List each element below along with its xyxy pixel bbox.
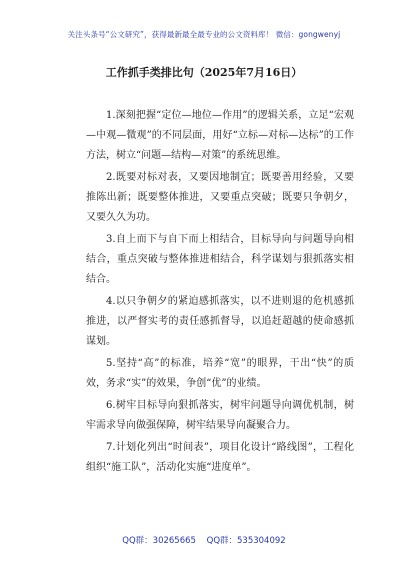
paragraph-5: 5.坚持“高”的标准，培养“宽”的眼界，干出“快”的质效，务求“实”的效果，争创“优”的业绩。: [86, 358, 354, 389]
footer-qq-group-2: QQ群：535304092: [206, 536, 286, 546]
footer-qq-group-1: QQ群：30265665: [122, 536, 196, 546]
paragraph-7: 7.计划化列出“时间表”，项目化设计“路线图”，工程化组织“施工队”，活动化实施“进度单”。: [86, 442, 354, 473]
paragraph-2: 2.既要对标对表，又要因地制宜；既要善用经验，又要推陈出新；既要整体推进，又要重点突破；既要只争朝夕，又要久久为功。: [86, 172, 354, 223]
paragraph-3: 3.自上而下与自下而上相结合，目标导向与问题导向相结合，重点突破与整体推进相结合，科学谋划与狠抓落实相结合。: [86, 234, 354, 285]
paragraph-1: 1.深刻把握“定位—地位—作用”的逻辑关系，立足“宏观—中观—微观”的不同层面，用好“立标—对标—达标”的工作方法，树立“问题—结构—对策”的系统思维。: [86, 110, 354, 161]
paragraph-6: 6.树牢目标导向狠抓落实，树牢问题导向调优机制，树牢需求导向做强保障，树牢结果导向凝聚合力。: [86, 400, 354, 431]
footer: [0, 534, 408, 546]
document-title: 工作抓手类排比句（2025年7月16日）: [105, 66, 303, 79]
document-body: [86, 106, 354, 480]
paragraph-4: 4.以只争朝夕的紧迫感抓落实，以不进则退的危机感抓推进，以严督实考的责任感抓督导，以追赶超越的使命感抓谋划。: [86, 296, 354, 347]
top-banner: 关注头条号“公文研究”，获得最新最全最专业的公文资料库！ 微信：gongwenyj: [67, 30, 341, 39]
